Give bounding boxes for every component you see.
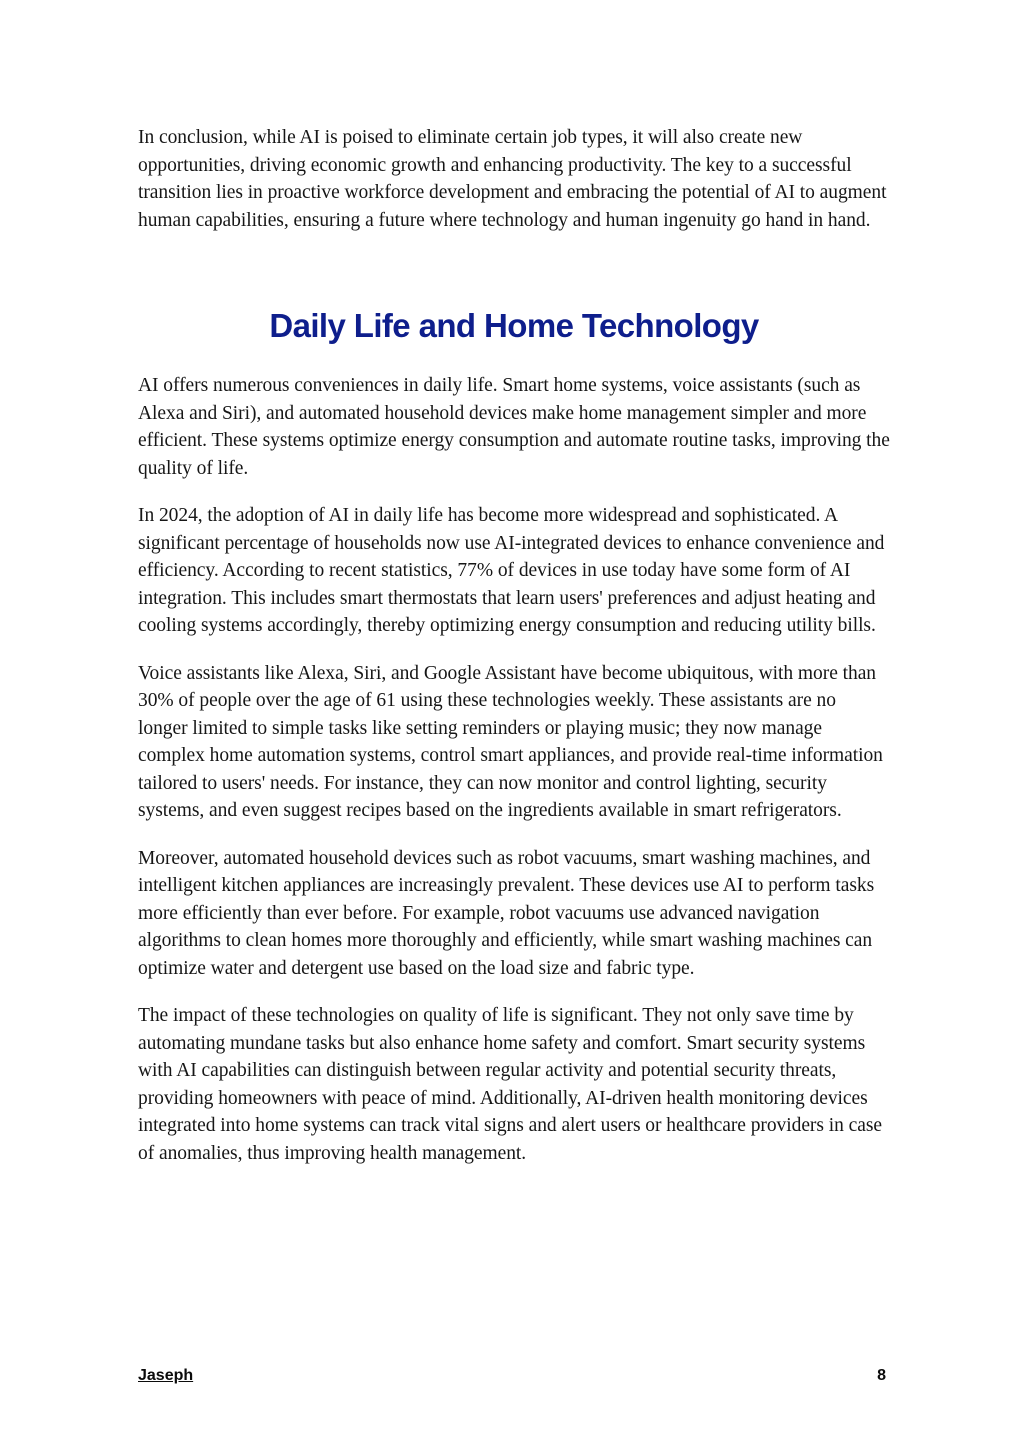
page-content bbox=[138, 124, 890, 1187]
section-paragraph-4: Moreover, automated household devices such as robot vacuums, smart washing machines, and intelligent kitchen appliances are increasingly prevalent. These devices use AI to perform tasks more efficiently than ever before. For example, robot vacuums use advanced navigation algorithms to clean homes more thoroughly and efficiently, while smart washing machines can optimize water and detergent use based on the load size and fabric type. bbox=[138, 847, 875, 979]
section-heading: Daily Life and Home Technology bbox=[269, 307, 759, 344]
section-paragraph-2: In 2024, the adoption of AI in daily life has become more widespread and sophisticated. A significant percentage of households now use AI-integrated devices to enhance convenience and efficiency. According to recent statistics, 77% of devices in use today have some form of AI integration. This includes smart thermostats that learn users' preferences and adjust heating and cooling systems accordingly, thereby optimizing energy consumption and reducing utility bills. bbox=[138, 505, 885, 636]
intro-paragraph: In conclusion, while AI is poised to eliminate certain job types, it will also create new opportunities, driving economic growth and enhancing productivity. The key to a successful transition lies in proactive workforce development and embracing the potential of AI to augment human capabilities, ensuring a future where technology and human ingenuity go hand in hand. bbox=[138, 127, 887, 231]
page-number: 8 bbox=[877, 1367, 886, 1384]
section-paragraph-5: The impact of these technologies on quality of life is significant. They not only save time by automating mundane tasks but also enhance home safety and comfort. Smart security systems with AI capabilities can distinguish between regular activity and potential security threats, providing homeowners with peace of mind. Additionally, AI-driven health monitoring devices integrated into home systems can track vital signs and alert users or healthcare providers in case of anomalies, thus improving health management. bbox=[138, 1005, 882, 1164]
section-paragraph-3: Voice assistants like Alexa, Siri, and Google Assistant have become ubiquitous, with more than 30% of people over the age of 61 using these technologies weekly. These assistants are no longer limited to simple tasks like setting reminders or playing music; they now manage complex home automation systems, control smart appliances, and provide real-time information tailored to users' needs. For instance, they can now monitor and control lighting, security systems, and even suggest recipes based on the ingredients available in smart refrigerators. bbox=[138, 662, 883, 821]
footer-author-link[interactable]: Jaseph bbox=[138, 1367, 194, 1384]
section-paragraph-1: AI offers numerous conveniences in daily life. Smart home systems, voice assistants (such as Alexa and Siri), and automated household devices make home management simpler and more efficient. These systems optimize energy consumption and automate routine tasks, improving the quality of life. bbox=[138, 375, 890, 479]
